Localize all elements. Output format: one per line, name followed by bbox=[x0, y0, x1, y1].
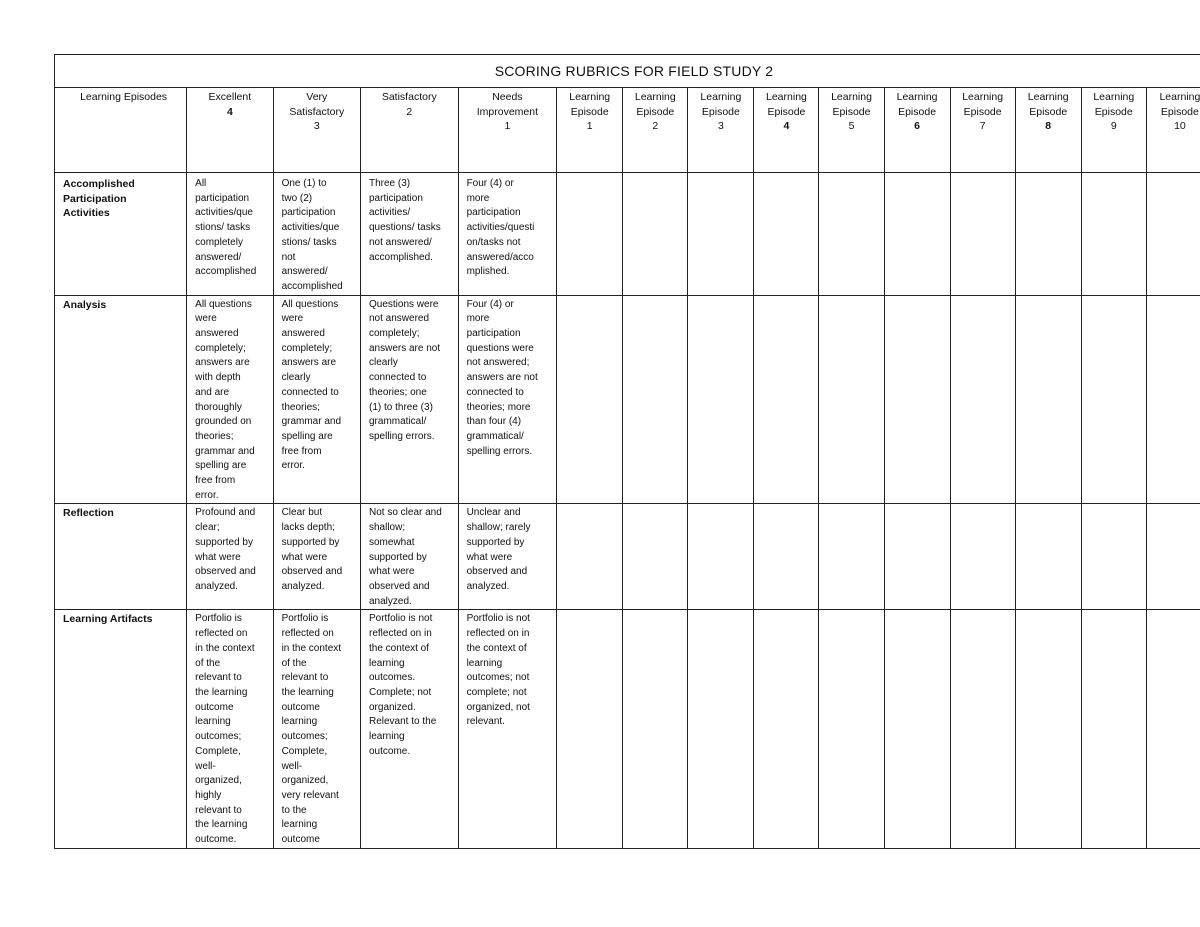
score-cell[interactable] bbox=[950, 504, 1015, 610]
rubric-table bbox=[54, 54, 1200, 849]
rubric-row bbox=[55, 295, 1200, 504]
header-episode: Learning Episode 7 bbox=[950, 88, 1015, 173]
rubric-cell: Portfolio is not reflected on in the context of learning outcomes. Complete; not organized. Relevant to the learning outcome. bbox=[360, 610, 458, 849]
score-cell[interactable] bbox=[1081, 173, 1146, 296]
rubric-cell: Unclear and shallow; rarely supported by what were observed and analyzed. bbox=[458, 504, 557, 610]
score-cell[interactable] bbox=[623, 610, 688, 849]
score-cell[interactable] bbox=[688, 173, 754, 296]
criterion-label: Analysis bbox=[55, 295, 187, 504]
rubric-cell: Questions were not answered completely; answers are not clearly connected to theories; one (1) to three (3) grammatical/ spelling errors. bbox=[360, 295, 458, 504]
criterion-label: Reflection bbox=[55, 504, 187, 610]
score-cell[interactable] bbox=[819, 295, 884, 504]
rubric-row bbox=[55, 610, 1200, 849]
rubric-cell: Portfolio is reflected on in the context of the relevant to the learning outcome learning outcomes; Complete, well- organized, highly relevant to the learning outcome. bbox=[187, 610, 273, 849]
score-cell[interactable] bbox=[557, 173, 623, 296]
score-cell[interactable] bbox=[950, 173, 1015, 296]
score-cell[interactable] bbox=[557, 504, 623, 610]
score-cell[interactable] bbox=[819, 610, 884, 849]
score-cell[interactable] bbox=[884, 295, 950, 504]
score-cell[interactable] bbox=[754, 295, 819, 504]
rubric-cell: Profound and clear; supported by what were observed and analyzed. bbox=[187, 504, 273, 610]
rubric-sheet bbox=[54, 54, 1200, 849]
score-cell[interactable] bbox=[754, 504, 819, 610]
score-cell[interactable] bbox=[1015, 504, 1081, 610]
header-episode: Learning Episode 1 bbox=[557, 88, 623, 173]
header-learning-episodes: Learning Episodes bbox=[55, 88, 187, 173]
score-cell[interactable] bbox=[819, 504, 884, 610]
score-cell[interactable] bbox=[884, 504, 950, 610]
header-episode: Learning Episode 10 bbox=[1146, 88, 1200, 173]
score-cell[interactable] bbox=[950, 295, 1015, 504]
score-cell[interactable] bbox=[1146, 173, 1200, 296]
score-cell[interactable] bbox=[884, 173, 950, 296]
score-cell[interactable] bbox=[1081, 504, 1146, 610]
header-episode: Learning Episode 2 bbox=[623, 88, 688, 173]
rubric-cell: Clear but lacks depth; supported by what were observed and analyzed. bbox=[273, 504, 360, 610]
rubric-cell: Four (4) or more participation questions were not answered; answers are not connected to theories; more than four (4) grammatical/ spelling errors. bbox=[458, 295, 557, 504]
score-cell[interactable] bbox=[688, 504, 754, 610]
rubric-row bbox=[55, 173, 1200, 296]
score-cell[interactable] bbox=[884, 610, 950, 849]
header-episode: Learning Episode 3 bbox=[688, 88, 754, 173]
header-episode: Learning Episode 9 bbox=[1081, 88, 1146, 173]
criterion-label: Learning Artifacts bbox=[55, 610, 187, 849]
score-cell[interactable] bbox=[1015, 173, 1081, 296]
header-episode: Learning Episode 4 bbox=[754, 88, 819, 173]
score-cell[interactable] bbox=[1146, 295, 1200, 504]
rubric-row bbox=[55, 504, 1200, 610]
score-cell[interactable] bbox=[1015, 295, 1081, 504]
score-cell[interactable] bbox=[623, 504, 688, 610]
rubric-cell: All questions were answered completely; answers are clearly connected to theories; grammar and spelling are free from error. bbox=[273, 295, 360, 504]
score-cell[interactable] bbox=[623, 173, 688, 296]
header-row bbox=[55, 88, 1200, 173]
rubric-cell: Portfolio is reflected on in the context of the relevant to the learning outcome learning outcomes; Complete, well- organized, very relevant to the learning outcome bbox=[273, 610, 360, 849]
rubric-cell: Not so clear and shallow; somewhat supported by what were observed and analyzed. bbox=[360, 504, 458, 610]
header-level: Very Satisfactory 3 bbox=[273, 88, 360, 173]
header-level: Needs Improvement 1 bbox=[458, 88, 557, 173]
header-episode: Learning Episode 5 bbox=[819, 88, 884, 173]
rubric-cell: Four (4) or more participation activities/questi on/tasks not answered/acco mplished. bbox=[458, 173, 557, 296]
header-level: Excellent 4 bbox=[187, 88, 273, 173]
header-episode: Learning Episode 8 bbox=[1015, 88, 1081, 173]
score-cell[interactable] bbox=[950, 610, 1015, 849]
score-cell[interactable] bbox=[688, 610, 754, 849]
score-cell[interactable] bbox=[754, 173, 819, 296]
score-cell[interactable] bbox=[754, 610, 819, 849]
criterion-label: Accomplished Participation Activities bbox=[55, 173, 187, 296]
score-cell[interactable] bbox=[557, 295, 623, 504]
rubric-cell: One (1) to two (2) participation activities/que stions/ tasks not answered/ accomplished bbox=[273, 173, 360, 296]
header-episode: Learning Episode 6 bbox=[884, 88, 950, 173]
score-cell[interactable] bbox=[1081, 610, 1146, 849]
score-cell[interactable] bbox=[557, 610, 623, 849]
rubric-cell: All questions were answered completely; answers are with depth and are thoroughly grounded on theories; grammar and spelling are free from error. bbox=[187, 295, 273, 504]
rubric-cell: All participation activities/que stions/ tasks completely answered/ accomplished bbox=[187, 173, 273, 296]
rubric-cell: Portfolio is not reflected on in the context of learning outcomes; not complete; not organized, not relevant. bbox=[458, 610, 557, 849]
rubric-cell: Three (3) participation activities/ questions/ tasks not answered/ accomplished. bbox=[360, 173, 458, 296]
score-cell[interactable] bbox=[688, 295, 754, 504]
score-cell[interactable] bbox=[1015, 610, 1081, 849]
score-cell[interactable] bbox=[819, 173, 884, 296]
score-cell[interactable] bbox=[1146, 504, 1200, 610]
score-cell[interactable] bbox=[1146, 610, 1200, 849]
score-cell[interactable] bbox=[623, 295, 688, 504]
score-cell[interactable] bbox=[1081, 295, 1146, 504]
header-level: Satisfactory 2 bbox=[360, 88, 458, 173]
rubric-title: SCORING RUBRICS FOR FIELD STUDY 2 bbox=[55, 55, 1200, 88]
